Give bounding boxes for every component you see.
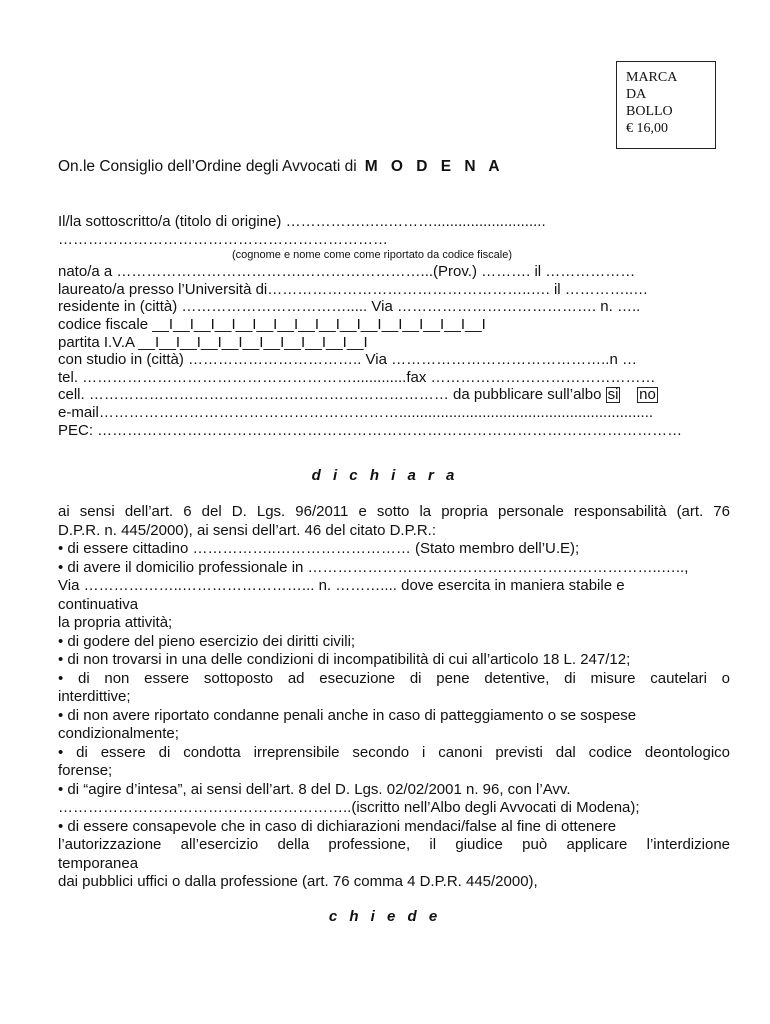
field-pec[interactable]: PEC: ……………………………………………………………………………………………………… xyxy=(58,421,683,439)
bullet-citizenship: • di essere cittadino ……………..……………………… (Stato membro dell’U.E); xyxy=(58,540,580,557)
bullet-conduct-cont: forense; xyxy=(58,762,113,779)
bullet-incompatibility: • di non trovarsi in una delle condizioni di incompatibilità di cui all’articolo 18 L. 247/12; xyxy=(58,651,631,668)
field-degree[interactable]: laureato/a presso l’Università di……………………………………………..…. il …………..… xyxy=(58,280,649,298)
field-name-title[interactable]: Il/la sottoscritto/a (titolo di origine) …………….…..………........................... xyxy=(58,213,546,230)
bullet-conduct: • di essere di condotta irreprensibile secondo i canoni previsti dal codice deontologico xyxy=(58,743,730,761)
bullet-domicile-end: la propria attività; xyxy=(58,614,173,631)
addressee-city: M O D E N A xyxy=(364,158,505,175)
field-cell xyxy=(58,386,730,404)
stamp-line: BOLLO xyxy=(626,104,673,119)
cell-text[interactable]: cell. ……………………………………………………………… da pubblicare sull’albo xyxy=(58,386,602,404)
field-tel-fax[interactable]: tel. ……………………………………………….............fax ……………………………………… xyxy=(58,368,656,386)
field-fiscal-code[interactable]: codice fiscale __I__I__I__I__I__I__I__I__I__I__I__I__I__I__I__I xyxy=(58,315,486,333)
bullet-awareness-cont: l’autorizzazione all’esercizio della professione, il giudice può applicare l’interdizione xyxy=(58,836,730,853)
field-studio[interactable]: con studio in (città) …………………………….. Via ……………………………………..n … xyxy=(58,351,637,369)
field-residence[interactable]: residente in (città) ……………………………..... Via …………………………………. n. ….. xyxy=(58,298,641,316)
bullet-convictions-cont: condizionalmente; xyxy=(58,725,179,742)
bullet-agreement-lawyer: …………………………………………………..(iscritto nell’Albo degli Avvocati di Modena); xyxy=(58,799,640,816)
addressee-text: On.le Consiglio dell’Ordine degli Avvocati di xyxy=(58,158,357,175)
bullet-domicile: • di avere il domicilio professionale in ……………………………………………………………..….., xyxy=(58,558,689,576)
bullet-agreement: • di “agire d’intesa”, ai sensi dell’art. 8 del D. Lgs. 02/02/2001 n. 96, con l’Avv. xyxy=(58,780,571,798)
bullet-awareness: • di essere consapevole che in caso di dichiarazioni mendaci/false al fine di ottenere xyxy=(58,817,617,835)
field-birth[interactable]: nato/a a ……………………………….……………………...(Prov.) ………. il ……………… xyxy=(58,263,636,281)
field-email[interactable]: e-mail……………………………………………………............................................................. xyxy=(58,403,654,421)
bullet-penalties: • di non essere sottoposto ad esecuzione di pene detentive, di misure cautelari o xyxy=(58,669,730,687)
bullet-awareness-end: dai pubblici uffici o dalla professione (art. 76 comma 4 D.P.R. 445/2000), xyxy=(58,873,538,890)
heading-declares: d i c h i a r a xyxy=(311,467,459,484)
bullet-awareness-cont: temporanea xyxy=(58,854,139,872)
applicant-form xyxy=(58,213,730,439)
stamp-line: DA xyxy=(626,87,647,102)
intro-line: D.P.R. n. 445/2000), ai sensi dell’art. 46 del citato D.P.R.: xyxy=(58,521,436,539)
heading-requests: c h i e d e xyxy=(328,908,442,925)
field-vat-number[interactable]: partita I.V.A __I__I__I__I__I__I__I__I__I__I__I xyxy=(58,333,368,351)
bullet-civil-rights: • di godere del pieno esercizio dei diritti civili; xyxy=(58,632,356,650)
stamp-amount: € 16,00 xyxy=(626,121,668,136)
addressee-line xyxy=(58,158,504,176)
publish-no-checkbox[interactable]: no xyxy=(639,386,656,404)
stamp-line: MARCA xyxy=(626,70,678,85)
declaration-body xyxy=(58,503,730,892)
publish-yes-checkbox[interactable]: si xyxy=(607,386,619,404)
revenue-stamp-box xyxy=(616,61,716,149)
bullet-domicile-via: Via ………………..……………………... n. ……….... dove esercita in maniera stabile e xyxy=(58,577,625,594)
bullet-penalties-cont: interdittive; xyxy=(58,688,131,705)
field-name-continued[interactable]: ………………………………………………………… xyxy=(58,230,388,248)
intro-line: ai sensi dell’art. 6 del D. Lgs. 96/2011 e sotto la propria personale responsabilità (art. 76 xyxy=(58,503,730,520)
bullet-domicile-cont: continuativa xyxy=(58,595,139,613)
bullet-convictions: • di non avere riportato condanne penali anche in caso di patteggiamento o se sospese xyxy=(58,706,637,724)
field-caption: (cognome e nome come come riportato da codice fiscale) xyxy=(232,249,513,262)
